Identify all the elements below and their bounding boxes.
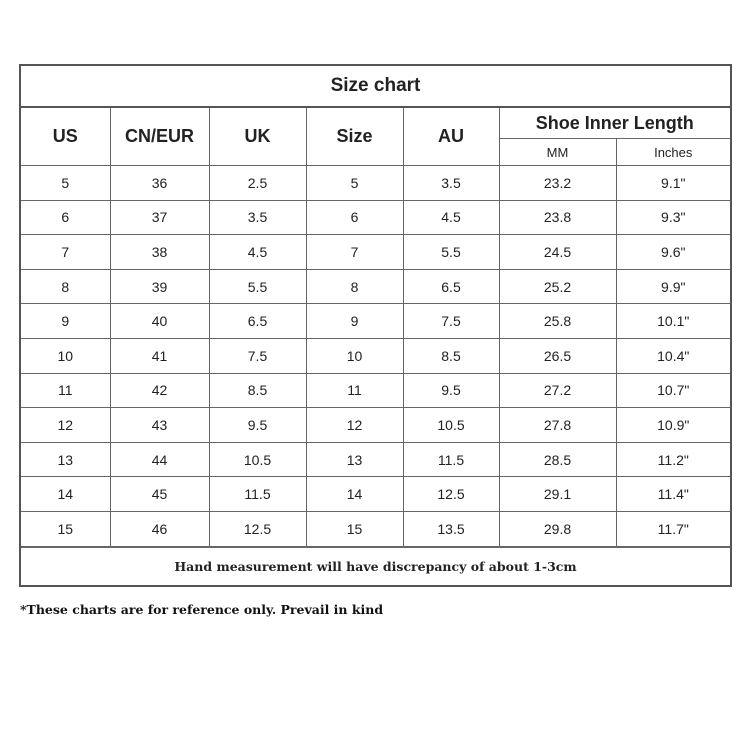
cell-uk: 12.5 (209, 511, 306, 546)
table-row (21, 166, 730, 201)
header-uk: UK (209, 108, 306, 166)
cell-size: 5 (306, 166, 403, 201)
cell-au: 11.5 (403, 442, 499, 477)
cell-inches: 9.6" (616, 235, 730, 270)
cell-mm: 25.2 (499, 269, 616, 304)
table-row (21, 373, 730, 408)
cell-size: 7 (306, 235, 403, 270)
cell-us: 6 (21, 200, 110, 235)
table-row (21, 511, 730, 546)
cell-us: 7 (21, 235, 110, 270)
cell-us: 13 (21, 442, 110, 477)
cell-mm: 27.8 (499, 408, 616, 443)
header-row (21, 108, 730, 139)
header-us: US (21, 108, 110, 166)
cell-mm: 29.1 (499, 477, 616, 512)
table-row (21, 269, 730, 304)
cell-size: 8 (306, 269, 403, 304)
cell-uk: 10.5 (209, 442, 306, 477)
chart-title: Size chart (21, 66, 730, 108)
cell-us: 8 (21, 269, 110, 304)
cell-us: 14 (21, 477, 110, 512)
header-au: AU (403, 108, 499, 166)
cell-cn-eur: 40 (110, 304, 209, 339)
header-size: Size (306, 108, 403, 166)
cell-uk: 7.5 (209, 338, 306, 373)
cell-cn-eur: 39 (110, 269, 209, 304)
cell-au: 3.5 (403, 166, 499, 201)
cell-au: 7.5 (403, 304, 499, 339)
table-row (21, 477, 730, 512)
cell-inches: 11.4" (616, 477, 730, 512)
cell-au: 6.5 (403, 269, 499, 304)
cell-cn-eur: 37 (110, 200, 209, 235)
size-table (21, 108, 730, 547)
cell-us: 11 (21, 373, 110, 408)
cell-cn-eur: 38 (110, 235, 209, 270)
table-row (21, 200, 730, 235)
table-body (21, 166, 730, 547)
cell-us: 10 (21, 338, 110, 373)
table-row (21, 338, 730, 373)
cell-size: 13 (306, 442, 403, 477)
header-cn-eur: CN/EUR (110, 108, 209, 166)
cell-uk: 4.5 (209, 235, 306, 270)
cell-inches: 10.4" (616, 338, 730, 373)
cell-us: 5 (21, 166, 110, 201)
cell-mm: 25.8 (499, 304, 616, 339)
cell-uk: 3.5 (209, 200, 306, 235)
cell-uk: 11.5 (209, 477, 306, 512)
cell-size: 11 (306, 373, 403, 408)
header-shoe-inner-length: Shoe Inner Length (499, 108, 730, 139)
table-row (21, 304, 730, 339)
cell-size: 15 (306, 511, 403, 546)
cell-uk: 2.5 (209, 166, 306, 201)
cell-au: 9.5 (403, 373, 499, 408)
cell-inches: 9.9" (616, 269, 730, 304)
cell-uk: 6.5 (209, 304, 306, 339)
cell-mm: 28.5 (499, 442, 616, 477)
cell-mm: 23.2 (499, 166, 616, 201)
cell-size: 12 (306, 408, 403, 443)
cell-mm: 24.5 (499, 235, 616, 270)
cell-inches: 9.1" (616, 166, 730, 201)
footnote: *These charts are for reference only. Prevail in kind (20, 602, 384, 617)
cell-cn-eur: 46 (110, 511, 209, 546)
cell-cn-eur: 45 (110, 477, 209, 512)
cell-inches: 11.7" (616, 511, 730, 546)
cell-au: 12.5 (403, 477, 499, 512)
cell-inches: 9.3" (616, 200, 730, 235)
cell-cn-eur: 36 (110, 166, 209, 201)
cell-uk: 9.5 (209, 408, 306, 443)
size-chart (19, 64, 732, 587)
cell-au: 8.5 (403, 338, 499, 373)
header-inches: Inches (616, 139, 730, 166)
cell-au: 10.5 (403, 408, 499, 443)
cell-us: 9 (21, 304, 110, 339)
cell-size: 9 (306, 304, 403, 339)
cell-au: 4.5 (403, 200, 499, 235)
table-row (21, 408, 730, 443)
cell-us: 12 (21, 408, 110, 443)
cell-us: 15 (21, 511, 110, 546)
header-mm: MM (499, 139, 616, 166)
cell-inches: 10.1" (616, 304, 730, 339)
cell-cn-eur: 43 (110, 408, 209, 443)
cell-mm: 26.5 (499, 338, 616, 373)
cell-size: 10 (306, 338, 403, 373)
cell-au: 13.5 (403, 511, 499, 546)
cell-cn-eur: 41 (110, 338, 209, 373)
cell-mm: 27.2 (499, 373, 616, 408)
cell-uk: 5.5 (209, 269, 306, 304)
cell-mm: 29.8 (499, 511, 616, 546)
table-row (21, 235, 730, 270)
cell-size: 6 (306, 200, 403, 235)
cell-cn-eur: 42 (110, 373, 209, 408)
cell-mm: 23.8 (499, 200, 616, 235)
cell-uk: 8.5 (209, 373, 306, 408)
cell-inches: 10.7" (616, 373, 730, 408)
cell-inches: 11.2" (616, 442, 730, 477)
cell-size: 14 (306, 477, 403, 512)
table-row (21, 442, 730, 477)
cell-cn-eur: 44 (110, 442, 209, 477)
measurement-note: Hand measurement will have discrepancy of about 1-3cm (21, 547, 730, 585)
cell-inches: 10.9" (616, 408, 730, 443)
cell-au: 5.5 (403, 235, 499, 270)
